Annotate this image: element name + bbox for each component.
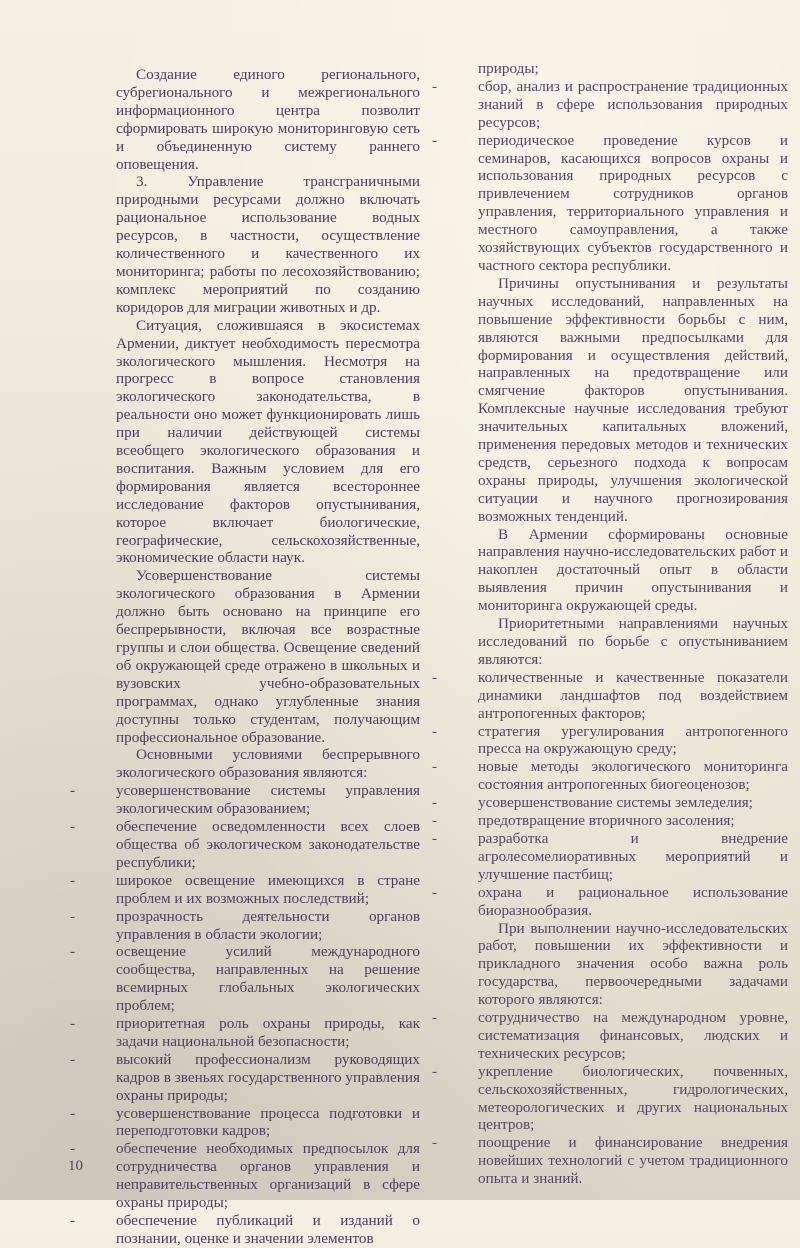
list-item: - усовершенствование системы управления экологическим образованием; [116,782,420,818]
list-item: - поощрение и финансирование внедрения новейших технологий с учетом традиционного опыта и знаний. [478,1134,788,1188]
list-item: - приоритетная роль охраны природы, как задачи национальной безопасности; [116,1015,420,1051]
left-column [116,66,420,1248]
list-item: - охрана и рациональное использование биоразнообразия. [478,884,788,920]
paragraph: Ситуация, сложившаяся в экосистемах Армении, диктует необходимость пересмотра экологического мышления. Несмотря на прогресс в вопросе становления экологического законодательства, в реальности оно может функционировать лишь при наличии действующей системы всеобщего экологического образования и воспитания. Важным условием для его формирования является всестороннее исследование факторов опустынивания, которое включает биологические, географические, сельскохозяйственные, экономические области наук. [116,316,420,567]
list-item: - усовершенствование процесса подготовки и переподготовки кадров; [116,1105,420,1141]
list-item: - обеспечение осведомленности всех слоев общества об экологическом законодательстве республики; [116,818,420,872]
list-item: - обеспечение публикаций и изданий о познании, оценке и значении элементов [116,1212,420,1248]
list-item: - стратегия урегулирования антропогенного пресса на окружающую среду; [478,723,788,759]
bullet-list [478,669,788,920]
paragraph: В Армении сформированы основные направления научно-исследовательских работ и накоплен достаточный опыт в области выявления причин опустынивания и мониторинга окружающей среды. [478,525,788,615]
paragraph: 3. Управление трансграничными природными ресурсами должно включать рациональное использование водных ресурсов, в частности, осуществление количественного и качественного их мониторинга; работы по лесохозяйствованию; комплекс мероприятий по созданию коридоров для миграции животных и др. [116,173,420,316]
list-item: - сбор, анализ и распространение традиционных знаний в сфере использования природных ресурсов; [478,78,788,132]
list-item: - предотвращение вторичного засоления; [478,812,788,830]
list-item: - обеспечение необходимых предпосылок для сотрудничества органов управления и неправительственных организаций в сфере охраны природы; [116,1140,420,1212]
list-item: - укрепление биологических, почвенных, сельскохозяйственных, гидрологических, метеорологических и других национальных центров; [478,1063,788,1135]
paragraph-continuation: природы; [478,60,539,77]
list-item: - широкое освещение имеющихся в стране проблем и их возможных последствий; [116,872,420,908]
list-item: - новые методы экологического мониторинга состояния антропогенных биогеоценозов; [478,758,788,794]
paragraph: Основными условиями беспрерывного экологического образования являются: [116,746,420,782]
list-item: - сотрудничество на международном уровне, систематизация финансовых, людских и технических ресурсов; [478,1009,788,1063]
right-column [478,60,788,1188]
bullet-list [478,78,788,275]
list-item: - усовершенствование системы земледелия; [478,794,788,812]
bullet-list [478,1009,788,1188]
paragraph: Усовершенствование системы экологического образования в Армении должно быть основано на принципе его беспрерывности, включая все возрастные группы и слои общества. Освещение сведений об окружающей среде отражено в школьных и вузовских учебно-образовательных программах, однако углубленные знания доступны только студентам, получающим профессиональное образование. [116,567,420,746]
paragraph: Приоритетными направлениями научных исследований по борьбе с опустыниванием являются: [478,615,788,668]
paragraph: Создание единого регионального, субрегионального и межрегионального информационного центра позволит сформировать широкую мониторинговую сеть и объединенную систему раннего оповещения. [116,66,420,173]
list-item: - освещение усилий международного сообщества, направленных на решение всемирных глобальных экологических проблем; [116,943,420,1015]
list-item: - разработка и внедрение агролесомелиоративных мероприятий и улучшение пастбищ; [478,830,788,884]
paragraph: Причины опустынивания и результаты научных исследований, направленных на повышение эффективности борьбы с ним, являются важными предпосылками для формирования и осуществления действий, направленных на предотвращение или смягчение факторов опустынивания. Комплексные научные исследования требуют значительных капитальных вложений, применения передовых методов и технических средств, серьезного подхода к вопросам охраны природы, улучшения экологической ситуации и научного прогнозирования возможных тенденций. [478,274,788,525]
list-item: - прозрачность деятельности органов управления в области экологии; [116,908,420,944]
paragraph: При выполнении научно-исследовательских работ, повышении их эффективности и прикладного значения особо важна роль государства, первоочередными задачами которого являются: [478,919,788,1009]
list-item: - количественные и качественные показатели динамики ландшафтов под воздействием антропогенных факторов; [478,669,788,723]
bullet-list [116,782,420,1248]
list-item: - периодическое проведение курсов и семинаров, касающихся вопросов охраны и использования природных ресурсов с привлечением сотрудников органов управления, территориального управления и местного самоуправления, а также хозяйствующих субъектов государственного и частного сектора республики. [478,132,788,275]
list-item: - высокий профессионализм руководящих кадров в звеньях государственного управления охраны природы; [116,1051,420,1105]
page-number: 10 [68,1158,83,1174]
